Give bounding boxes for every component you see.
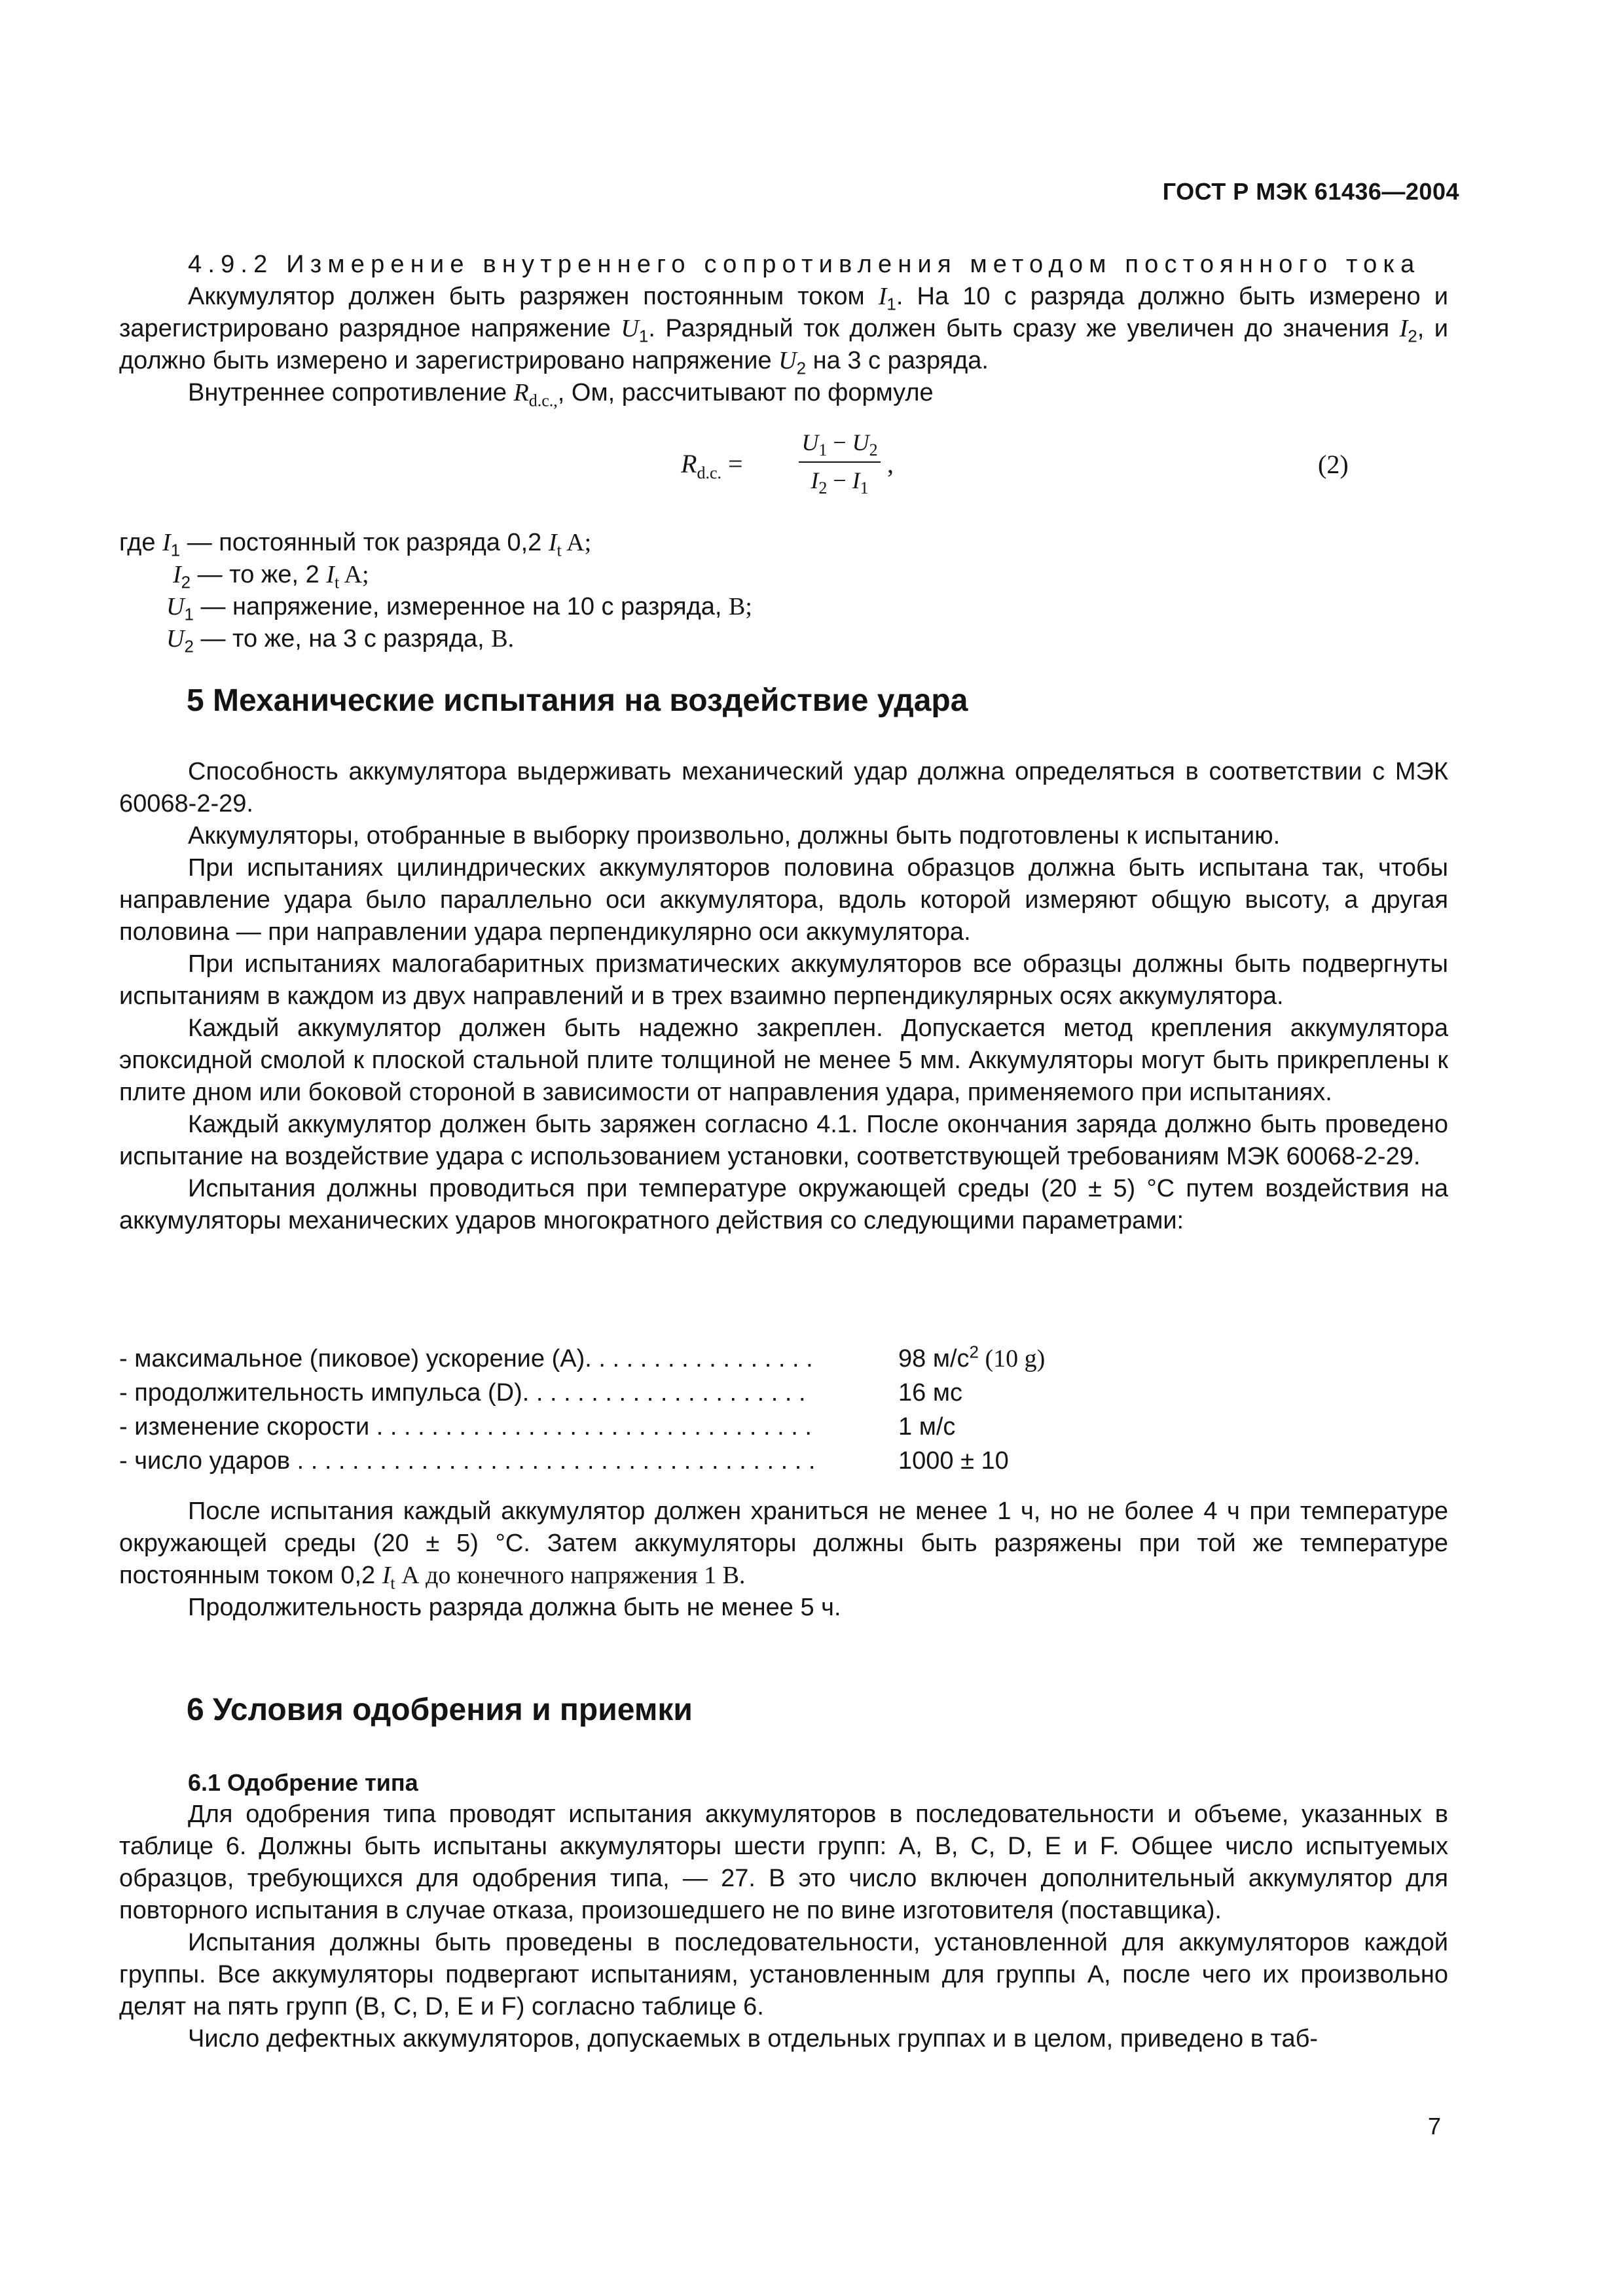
parameter-label: - максимальное (пиковое) ускорение (А). . . . . . . . . . . . . . . . . xyxy=(119,1345,813,1372)
paragraph: Аккумуляторы, отобранные в выборку произвольно, должны быть подготовлены к испытанию. xyxy=(188,822,1281,850)
parameter-value: 1000 ± 10 xyxy=(898,1447,1009,1475)
page-number: 7 xyxy=(1427,2113,1441,2140)
paragraph: Способность аккумулятора выдерживать механический удар должна определяться в соответствии с МЭК 60068-2-29. xyxy=(119,758,1448,817)
formula-fraction xyxy=(799,429,881,497)
section-4-9-2 xyxy=(119,249,1448,409)
legend-item: $U_2$ — то же, на 3 с разряда, В. xyxy=(166,625,515,656)
section-6-title: 6 Условия одобрения и приемки xyxy=(187,1693,693,1727)
paragraph: При испытаниях малогабаритных призматических аккумуляторов все образцы должны быть подвергнуты испытаниям в каждом из двух направлений и в трех взаимно перпендикулярных осях аккумулятора. xyxy=(119,950,1448,1010)
paragraph: При испытаниях цилиндрических аккумуляторов половина образцов должна быть испытана так, чтобы направление удара было параллельно оси аккумулятора, вдоль которой измеряют общую высоту, а другая половина — при направлении удара перпендикулярно оси аккумулятора. xyxy=(119,854,1448,946)
legend-item: $I_2$ — то же, 2 $I_t$ A; xyxy=(173,561,369,592)
section-6-body xyxy=(119,1767,1448,2055)
paragraph: Аккумулятор должен быть разряжен постоянным током $I_1$. На 10 с разряда должно быть измерено и зарегистрировано разрядное напряжение $U_1$. Разрядный ток должен быть сразу же увеличен до значения $I_2$, и должно быть измерено и зарегистрировано напряжение $U_2$ на 3 с разряда. xyxy=(119,283,1449,378)
equation-number: (2) xyxy=(1318,450,1349,479)
section-5-body xyxy=(119,756,1448,1237)
paragraph: Испытания должны проводиться при температуре окружающей среды (20 ± 5) °С путем воздействия на аккумуляторы механических ударов многократного действия со следующими параметрами: xyxy=(119,1175,1448,1234)
legend-item: $U_1$ — напряжение, измеренное на 10 с разряда, В; xyxy=(166,593,752,624)
document-code-header: ГОСТ Р МЭК 61436—2004 xyxy=(1162,178,1459,205)
paragraph: Продолжительность разряда должна быть не менее 5 ч. xyxy=(188,1594,841,1621)
paragraph: Каждый аккумулятор должен быть заряжен согласно 4.1. После окончания заряда должно быть проведено испытание на воздействие удара с использованием установки, соответствующей требованиям МЭК 60068-2-29. xyxy=(119,1111,1448,1170)
parameter-value: 1 м/с xyxy=(898,1413,956,1441)
formula-legend xyxy=(119,527,752,655)
section-5-conclusion xyxy=(119,1496,1448,1624)
section-5-title: 5 Механические испытания на воздействие удара xyxy=(187,683,968,718)
formula-comma: , xyxy=(887,449,894,478)
parameter-label: - продолжительность импульса (D). . . . . . . . . . . . . . . . . . . . . xyxy=(119,1379,806,1407)
subsection-heading: 4.9.2 Измерение внутреннего сопротивления методом постоянного тока xyxy=(188,251,1421,278)
parameter-label: - число ударов . . . . . . . . . . . . . . . . . . . . . . . . . . . . . . . . . . . . . . xyxy=(119,1447,816,1475)
parameter-value: 16 мс xyxy=(898,1379,962,1407)
legend-item: где $I_1$ — постоянный ток разряда 0,2 $I_t$ A; xyxy=(119,529,592,560)
paragraph: Внутреннее сопротивление $R_{d.c.,}$, Ом, рассчитывают по формуле xyxy=(188,379,934,410)
paragraph: Испытания должны быть проведены в последовательности, установленной для аккумуляторов каждой группы. Все аккумуляторы подвергают испытаниям, установленным для группы А, после чего их произвольно делят на пять групп (В, С, D, Е и F) согласно таблице 6. xyxy=(119,1929,1448,2020)
parameter-label: - изменение скорости . . . . . . . . . . . . . . . . . . . . . . . . . . . . . . . . xyxy=(119,1413,812,1441)
formula-denominator: $I_2 - I_1$ xyxy=(811,467,869,498)
formula-numerator: $U_1 - U_2$ xyxy=(801,429,878,460)
fraction-bar xyxy=(799,461,881,463)
paragraph: Число дефектных аккумуляторов, допускаемых в отдельных группах и в целом, приведено в таб- xyxy=(188,2025,1319,2053)
subsection-6-1-title: 6.1 Одобрение типа xyxy=(188,1769,418,1796)
parameter-value: 98 $м/с^2$ (10 g) xyxy=(898,1342,1046,1372)
formula-lhs: $R_{d.c.}$ = xyxy=(681,449,743,482)
paragraph: После испытания каждый аккумулятор должен храниться не менее 1 ч, но не более 4 ч при температуре окружающей среды (20 ± 5) °С. Затем аккумуляторы должны быть разряжены при той же температуре постоянным током 0,2 $I_t$ А до конечного напряжения 1 В. xyxy=(119,1498,1448,1593)
paragraph: Для одобрения типа проводят испытания аккумуляторов в последовательности и объеме, указанных в таблице 6. Должны быть испытаны аккумуляторы шести групп: А, В, С, D, Е и F. Общее число испытуемых образцов, требующихся для одобрения типа, — 27. В это число включен дополнительный аккумулятор для повторного испытания в случае отказа, произошедшего не по вине изготовителя (поставщика). xyxy=(119,1801,1448,1924)
paragraph: Каждый аккумулятор должен быть надежно закреплен. Допускается метод крепления аккумулятора эпоксидной смолой к плоской стальной плите толщиной не менее 5 мм. Аккумуляторы могут быть прикреплены к плите дном или боковой стороной в зависимости от направления удара, применяемого при испытаниях. xyxy=(119,1014,1448,1106)
